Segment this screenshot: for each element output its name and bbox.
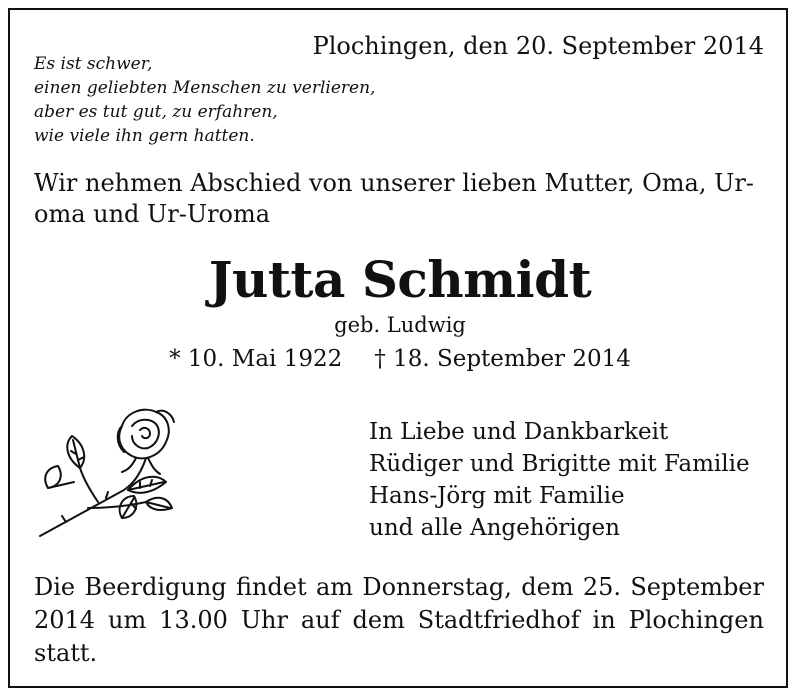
funeral-word: um [108,606,147,634]
funeral-word: Plochingen [628,606,764,634]
quote-line: einen geliebten Menschen zu verlieren, [34,78,376,98]
birth-date: * 10. Mai 1922 [169,346,343,372]
funeral-word: Stadtfriedhof [417,606,580,634]
quote-line: Es ist schwer, [34,54,153,74]
funeral-line-1 [34,571,764,604]
intro-text [34,168,764,230]
mourners-line: In Liebe und Dankbarkeit [369,419,669,445]
quote-line: wie viele ihn gern hatten. [34,126,255,146]
quote [34,52,375,148]
life-dates [0,346,800,372]
mourners-line: Hans-Jörg mit Familie [369,483,625,509]
funeral-notice [34,571,764,670]
intro-line: oma und Ur-Uroma [34,200,271,228]
funeral-word: 25. [582,573,622,601]
funeral-line-2 [34,604,764,637]
funeral-word: in [592,606,616,634]
funeral-word: Beerdigung [84,573,227,601]
funeral-word: auf [300,606,340,634]
funeral-word: Die [34,573,76,601]
funeral-line-3: statt. [34,639,98,667]
funeral-word: dem [352,606,405,634]
funeral-word: 13.00 [159,606,228,634]
funeral-word: am [315,573,354,601]
place-date: Plochingen, den 20. September 2014 [312,32,764,60]
intro-line: Wir nehmen Abschied von unserer lieben Mutter, Oma, Ur- [34,169,754,197]
funeral-word: findet [235,573,307,601]
rose-icon [36,404,186,544]
death-date: † 18. September 2014 [374,346,631,372]
mourners [369,416,750,544]
funeral-word: Uhr [240,606,288,634]
quote-line: aber es tut gut, zu erfahren, [34,102,278,122]
maiden-name: geb. Ludwig [334,313,466,337]
mourners-line: und alle Angehörigen [369,515,620,541]
funeral-word: 2014 [34,606,96,634]
funeral-word: Donnerstag, [362,573,512,601]
funeral-word: dem [521,573,574,601]
mourners-line: Rüdiger und Brigitte mit Familie [369,451,750,477]
deceased-name: Jutta Schmidt [208,250,592,309]
funeral-word: September [630,573,764,601]
